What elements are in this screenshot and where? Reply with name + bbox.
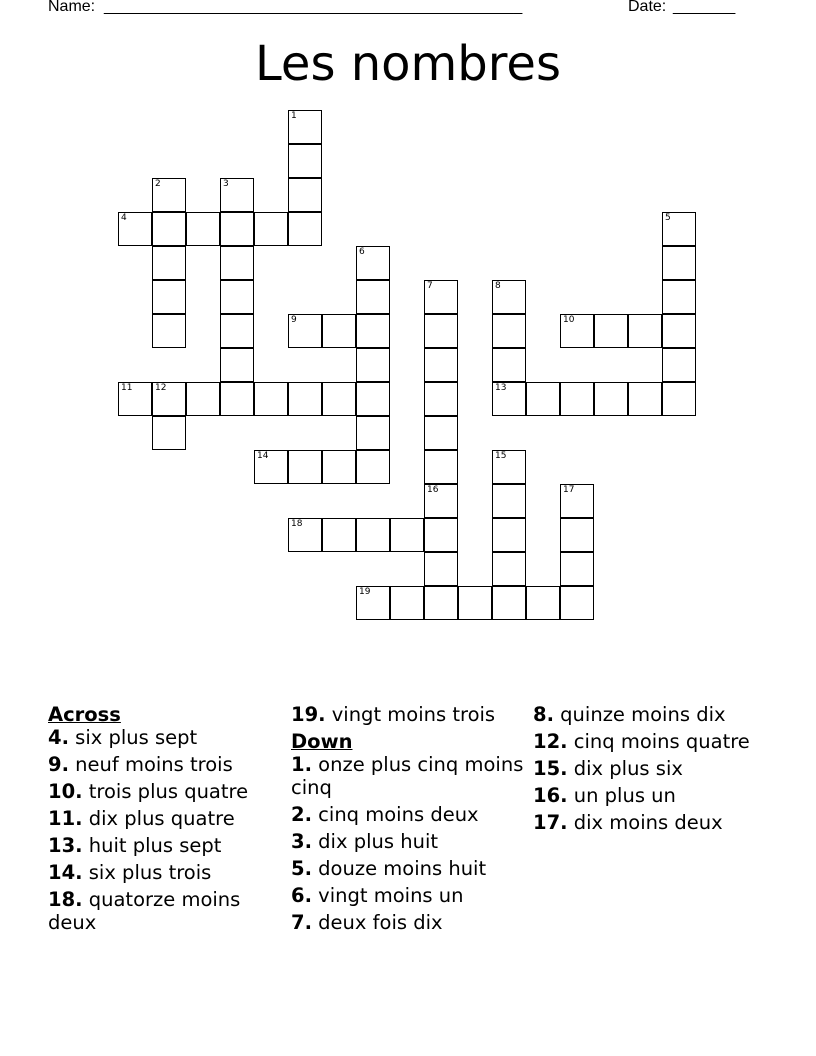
clue-text: dix plus six xyxy=(567,757,683,780)
clue xyxy=(291,911,526,934)
clue-number: 4. xyxy=(48,726,69,749)
clue-number: 8. xyxy=(533,703,554,726)
clue-number: 11 xyxy=(121,383,133,393)
clue-number: 1 xyxy=(291,111,297,121)
grid-cell[interactable] xyxy=(492,586,526,620)
grid-cell[interactable] xyxy=(560,382,594,416)
grid-cell[interactable] xyxy=(254,450,288,484)
grid-cell[interactable] xyxy=(662,246,696,280)
grid-cell[interactable] xyxy=(118,382,152,416)
grid-cell[interactable] xyxy=(220,348,254,382)
down-clue-list-continued xyxy=(533,703,763,834)
grid-cell[interactable] xyxy=(628,314,662,348)
grid-cell[interactable] xyxy=(220,382,254,416)
grid-cell[interactable] xyxy=(322,382,356,416)
clue-number: 7 xyxy=(427,281,433,291)
clue xyxy=(291,703,526,726)
down-heading: Down xyxy=(291,730,353,753)
grid-cell[interactable] xyxy=(594,382,628,416)
clue-text: douze moins huit xyxy=(311,857,487,880)
grid-cell[interactable] xyxy=(322,518,356,552)
clue-number: 12 xyxy=(155,383,167,393)
grid-cell[interactable] xyxy=(492,450,526,484)
page-title: Les nombres xyxy=(255,36,561,92)
grid-cell[interactable] xyxy=(288,382,322,416)
clue-number: 12. xyxy=(533,730,568,753)
grid-cell[interactable] xyxy=(356,586,390,620)
clue-number: 7. xyxy=(291,911,312,934)
grid-cell[interactable] xyxy=(662,212,696,246)
clue xyxy=(533,757,763,780)
clue xyxy=(48,726,283,749)
grid-cell[interactable] xyxy=(356,518,390,552)
grid-cell[interactable] xyxy=(356,314,390,348)
grid-cell[interactable] xyxy=(288,110,322,144)
clue xyxy=(48,888,283,934)
grid-cell[interactable] xyxy=(560,484,594,518)
grid-cell[interactable] xyxy=(152,416,186,450)
clue-number: 1. xyxy=(291,753,312,776)
grid-cell[interactable] xyxy=(560,586,594,620)
grid-cell[interactable] xyxy=(390,518,424,552)
name-label: Name: xyxy=(48,0,96,15)
name-field-line[interactable]: _______________________________________________ xyxy=(104,0,523,15)
grid-cell[interactable] xyxy=(152,314,186,348)
name-date-header xyxy=(48,0,748,20)
clue xyxy=(48,807,283,830)
grid-cell[interactable] xyxy=(458,586,492,620)
grid-cell[interactable] xyxy=(560,314,594,348)
clue xyxy=(48,834,283,857)
grid-cell[interactable] xyxy=(322,314,356,348)
grid-cell[interactable] xyxy=(186,212,220,246)
grid-cell[interactable] xyxy=(220,246,254,280)
across-clue-list xyxy=(48,726,283,934)
grid-cell[interactable] xyxy=(254,382,288,416)
grid-cell[interactable] xyxy=(356,348,390,382)
grid-cell[interactable] xyxy=(492,348,526,382)
clue-number: 3 xyxy=(223,179,229,189)
across-clue-list-continued xyxy=(291,703,526,726)
clue-text: un plus un xyxy=(567,784,676,807)
clue-number: 5. xyxy=(291,857,312,880)
clue-number: 13 xyxy=(495,383,507,393)
grid-cell[interactable] xyxy=(424,280,458,314)
grid-cell[interactable] xyxy=(152,178,186,212)
grid-cell[interactable] xyxy=(662,280,696,314)
clue-number: 18. xyxy=(48,888,83,911)
clue-text: quinze moins dix xyxy=(553,703,726,726)
grid-cell[interactable] xyxy=(492,314,526,348)
clue xyxy=(48,861,283,884)
grid-cell[interactable] xyxy=(560,518,594,552)
grid-cell[interactable] xyxy=(424,416,458,450)
grid-cell[interactable] xyxy=(356,280,390,314)
clue xyxy=(291,803,526,826)
grid-cell[interactable] xyxy=(322,450,356,484)
clue-number: 6 xyxy=(359,247,365,257)
clue-number: 10 xyxy=(563,315,575,325)
clue-number: 8 xyxy=(495,281,501,291)
clue xyxy=(291,830,526,853)
clue-text: cinq moins quatre xyxy=(567,730,750,753)
clue-number: 17. xyxy=(533,811,568,834)
grid-cell[interactable] xyxy=(424,552,458,586)
clue-number: 9 xyxy=(291,315,297,325)
clue-text: onze plus cinq moins cinq xyxy=(291,753,524,799)
clue xyxy=(291,753,526,799)
date-label: Date: xyxy=(628,0,667,15)
grid-cell[interactable] xyxy=(220,212,254,246)
grid-cell[interactable] xyxy=(152,212,186,246)
clue-number: 15 xyxy=(495,451,507,461)
grid-cell[interactable] xyxy=(220,178,254,212)
grid-cell[interactable] xyxy=(288,518,322,552)
grid-cell[interactable] xyxy=(560,552,594,586)
grid-cell[interactable] xyxy=(662,348,696,382)
clue-text: vingt moins un xyxy=(311,884,464,907)
clues-column-2 xyxy=(291,703,526,938)
grid-cell[interactable] xyxy=(118,212,152,246)
grid-cell[interactable] xyxy=(288,314,322,348)
grid-cell[interactable] xyxy=(390,586,424,620)
clue-text: dix plus quatre xyxy=(82,807,235,830)
clue-number: 19. xyxy=(291,703,326,726)
grid-cell[interactable] xyxy=(356,450,390,484)
grid-cell[interactable] xyxy=(424,382,458,416)
clue xyxy=(533,811,763,834)
grid-cell[interactable] xyxy=(288,178,322,212)
clue-number: 18 xyxy=(291,519,303,529)
grid-cell[interactable] xyxy=(492,280,526,314)
grid-cell[interactable] xyxy=(424,348,458,382)
grid-cell[interactable] xyxy=(424,586,458,620)
grid-cell[interactable] xyxy=(288,450,322,484)
grid-cell[interactable] xyxy=(492,382,526,416)
clue-number: 16. xyxy=(533,784,568,807)
clue-number: 19 xyxy=(359,587,371,597)
grid-cell[interactable] xyxy=(186,382,220,416)
clue-text: cinq moins deux xyxy=(311,803,479,826)
clue xyxy=(533,703,763,726)
clue-text: quatorze moins deux xyxy=(48,888,241,934)
grid-cell[interactable] xyxy=(424,518,458,552)
date-field-line[interactable]: _______ xyxy=(673,0,736,15)
clue-text: neuf moins trois xyxy=(68,753,233,776)
grid-cell[interactable] xyxy=(288,212,322,246)
grid-cell[interactable] xyxy=(526,382,560,416)
grid-cell[interactable] xyxy=(424,450,458,484)
clue-text: six plus trois xyxy=(82,861,212,884)
clue-number: 15. xyxy=(533,757,568,780)
clue-number: 5 xyxy=(665,213,671,223)
grid-cell[interactable] xyxy=(356,246,390,280)
grid-cell[interactable] xyxy=(220,280,254,314)
clue-number: 11. xyxy=(48,807,83,830)
grid-cell[interactable] xyxy=(220,314,254,348)
clue xyxy=(48,780,283,803)
grid-cell[interactable] xyxy=(526,586,560,620)
grid-cell[interactable] xyxy=(152,382,186,416)
grid-cell[interactable] xyxy=(492,484,526,518)
grid-cell[interactable] xyxy=(288,144,322,178)
clue-number: 6. xyxy=(291,884,312,907)
grid-cell[interactable] xyxy=(152,246,186,280)
clue-number: 2. xyxy=(291,803,312,826)
clue-text: dix moins deux xyxy=(567,811,723,834)
clue-number: 16 xyxy=(427,485,439,495)
clue-number: 14 xyxy=(257,451,269,461)
clue-number: 17 xyxy=(563,485,575,495)
clue-text: dix plus huit xyxy=(311,830,439,853)
grid-cell[interactable] xyxy=(424,484,458,518)
clues-column-3 xyxy=(533,703,763,838)
grid-cell[interactable] xyxy=(424,314,458,348)
clue-number: 13. xyxy=(48,834,83,857)
grid-cell[interactable] xyxy=(492,518,526,552)
clues-column-1 xyxy=(48,703,283,938)
clue-number: 10. xyxy=(48,780,83,803)
clue-number: 4 xyxy=(121,213,127,223)
grid-cell[interactable] xyxy=(152,280,186,314)
clue xyxy=(533,784,763,807)
clue-number: 14. xyxy=(48,861,83,884)
clue xyxy=(291,857,526,880)
across-heading: Across xyxy=(48,703,121,726)
clue-text: trois plus quatre xyxy=(82,780,249,803)
grid-cell[interactable] xyxy=(356,382,390,416)
clue-number: 3. xyxy=(291,830,312,853)
clue-text: deux fois dix xyxy=(311,911,443,934)
clue-text: vingt moins trois xyxy=(325,703,496,726)
clue-text: huit plus sept xyxy=(82,834,222,857)
grid-cell[interactable] xyxy=(356,416,390,450)
grid-cell[interactable] xyxy=(594,314,628,348)
grid-cell[interactable] xyxy=(628,382,662,416)
clue-text: six plus sept xyxy=(68,726,198,749)
grid-cell[interactable] xyxy=(662,314,696,348)
clue xyxy=(291,884,526,907)
clue-number: 2 xyxy=(155,179,161,189)
clue xyxy=(533,730,763,753)
clue-number: 9. xyxy=(48,753,69,776)
grid-cell[interactable] xyxy=(254,212,288,246)
clue xyxy=(48,753,283,776)
grid-cell[interactable] xyxy=(492,552,526,586)
grid-cell[interactable] xyxy=(662,382,696,416)
down-clue-list xyxy=(291,753,526,934)
